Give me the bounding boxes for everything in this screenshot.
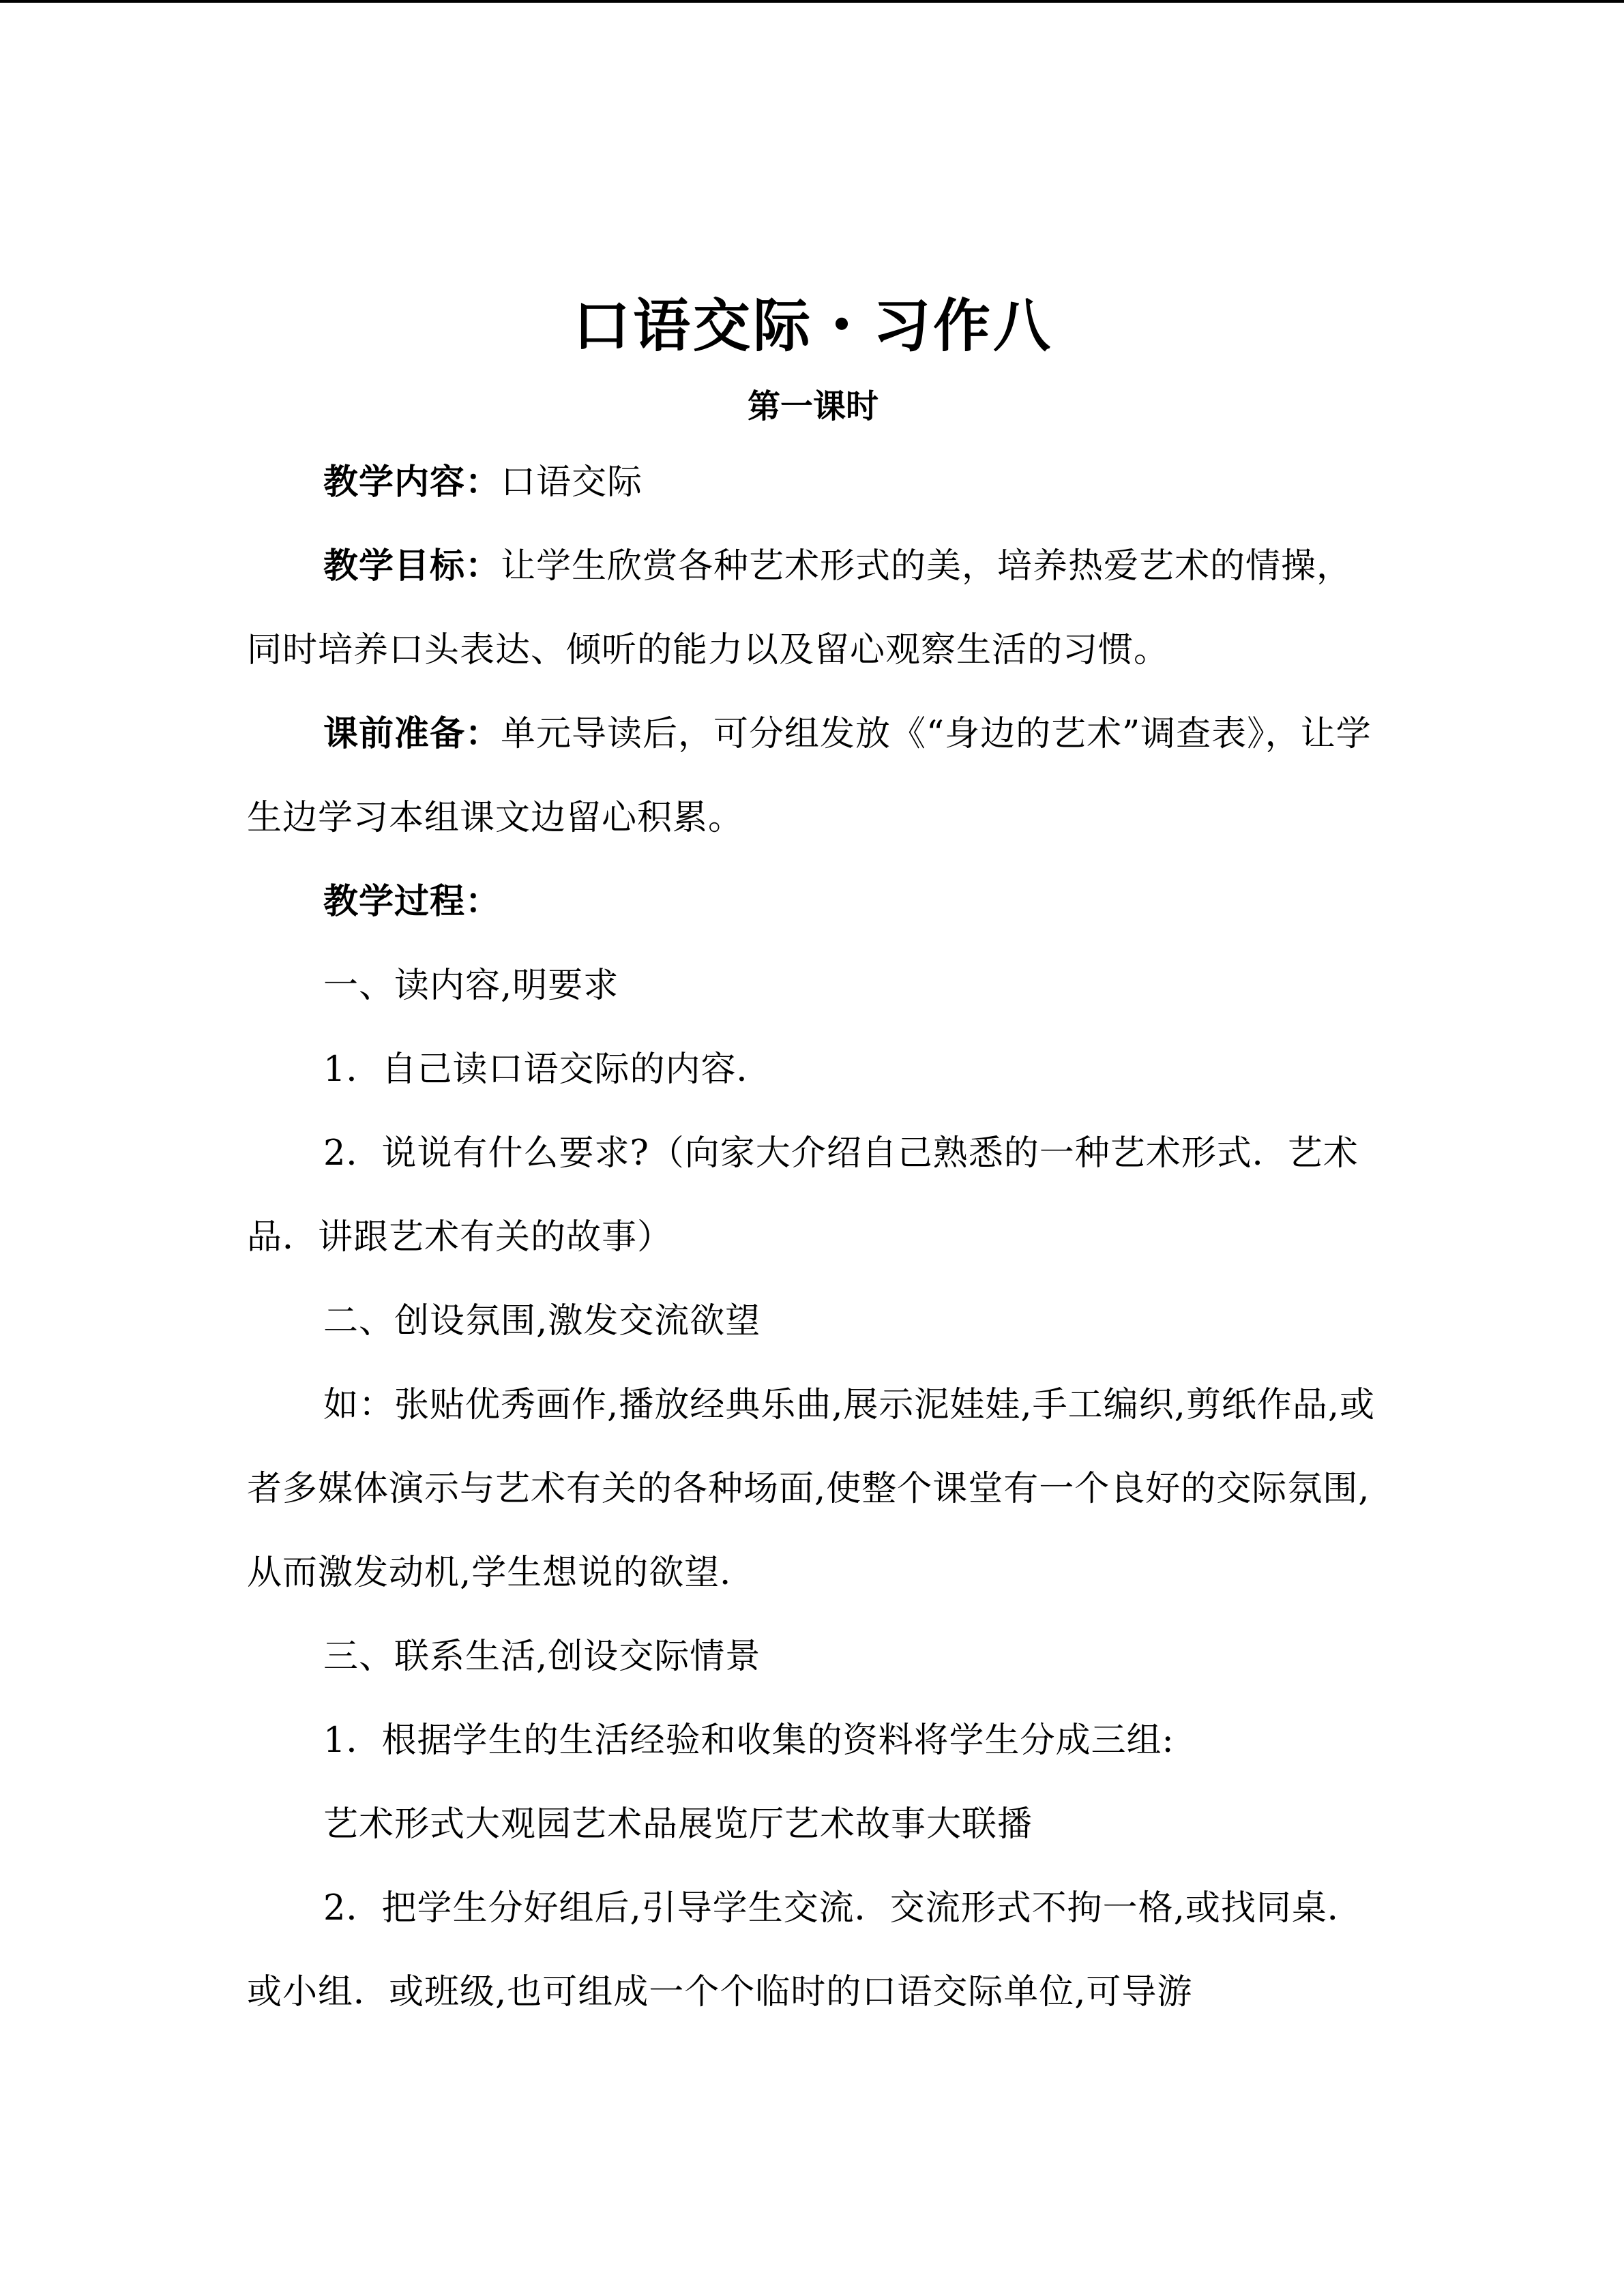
teaching-goal-label: 教学目标：: [323, 546, 501, 586]
section-2-text: 如：张贴优秀画作,播放经典乐曲,展示泥娃娃,手工编织,剪纸作品,或者多媒体演示与艺术有关的各种场面,使整个课堂有一个良好的交际氛围,从而激发动机,学生想说的欲望．: [247, 1385, 1376, 1593]
section-1-item-2: 2．说说有什么要求?（向家大介绍自己熟悉的一种艺术形式．艺术品．讲跟艺术有关的故事）: [247, 1133, 1359, 1257]
teaching-process: [247, 860, 1379, 944]
class-preparation-text: 单元导读后，可分组发放《“身边的艺术”调查表》，让学生边学习本组课文边留心积累。: [247, 714, 1372, 838]
document-page: [247, 286, 1379, 2034]
section-1-item-1: 1．自己读口语交际的内容．: [323, 1049, 772, 1090]
section-3-item-1: 1．根据学生的生活经验和收集的资料将学生分成三组:: [323, 1720, 1175, 1761]
section-3-groups: 艺术形式大观园艺术品展览厅艺术故事大联播: [323, 1804, 1033, 1845]
section-1-heading: 一、读内容,明要求: [323, 966, 619, 1006]
section-2-heading: 二、创设氛围,激发交流欲望: [323, 1301, 761, 1341]
teaching-goal: [247, 524, 1379, 692]
top-border-line: [0, 0, 1624, 3]
teaching-content-text: 口语交际: [501, 462, 643, 503]
section-3-heading: 三、联系生活,创设交际情景: [323, 1637, 761, 1677]
teaching-process-label: 教学过程：: [323, 882, 501, 922]
document-title: 口语交际・习作八: [572, 293, 1053, 359]
teaching-goal-text: 让学生欣赏各种艺术形式的美，培养热爱艺术的情操，同时培养口头表达、倾听的能力以及留心观察生活的习惯。: [247, 546, 1353, 670]
class-preparation: [247, 692, 1379, 860]
teaching-content: [247, 441, 1379, 524]
teaching-content-label: 教学内容：: [323, 462, 501, 503]
class-preparation-label: 课前准备：: [323, 714, 501, 754]
document-subtitle: 第一课时: [747, 387, 879, 426]
section-3-item-2: 2．把学生分好组后,引导学生交流．交流形式不拘一格,或找同桌．或小组．或班级,也可组成一个个临时的口语交际单位,可导游: [247, 1888, 1363, 2012]
